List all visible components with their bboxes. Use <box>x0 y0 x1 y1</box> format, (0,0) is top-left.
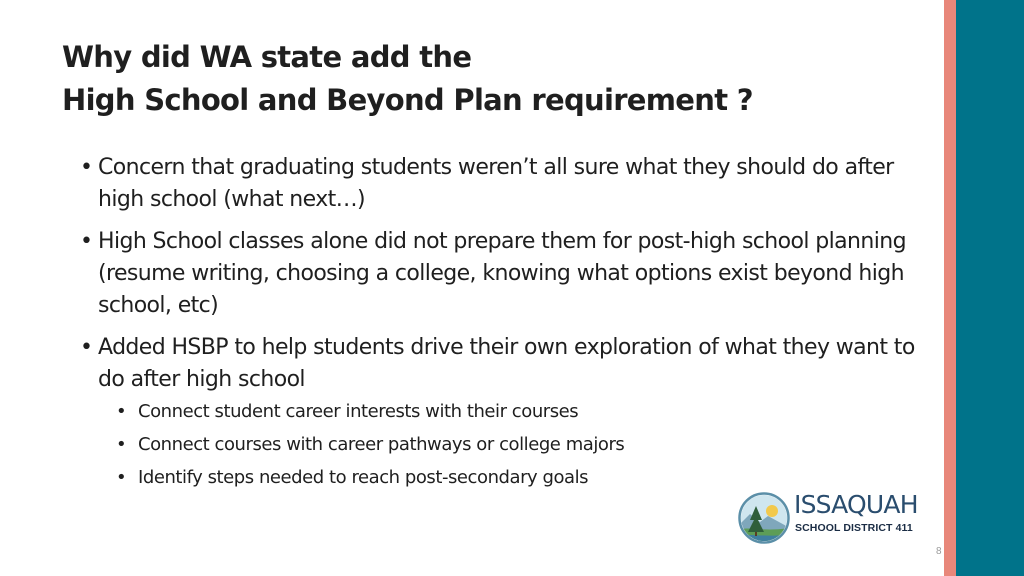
page-number: 8 <box>936 546 942 557</box>
sub-bullet-text: Connect courses with career pathways or college majors <box>138 434 625 455</box>
slide-title <box>62 36 922 122</box>
slide-title-line-1: Why did WA state add the <box>62 40 472 74</box>
bullet-marker: • <box>80 229 93 254</box>
teal-sidebar-strip <box>956 0 1024 576</box>
sub-bullet-item <box>80 466 940 490</box>
bullet-marker: • <box>80 155 93 180</box>
sub-bullet-marker: • <box>116 467 127 488</box>
logo-wordmark: ISSAQUAH <box>794 490 918 519</box>
sub-bullet-item <box>80 433 940 457</box>
sub-bullet-marker: • <box>116 401 127 422</box>
bullet-item <box>80 226 940 322</box>
bullet-item <box>80 152 940 216</box>
logo-emblem-icon <box>738 492 790 544</box>
sub-bullet-text: Connect student career interests with their courses <box>138 401 579 422</box>
bullet-text: Concern that graduating students weren’t all sure what they should do after high school (what next…) <box>98 155 894 212</box>
sub-bullet-item <box>80 400 940 424</box>
bullet-marker: • <box>80 335 93 360</box>
sub-bullet-text: Identify steps needed to reach post-secondary goals <box>138 467 589 488</box>
bullet-text: High School classes alone did not prepare them for post-high school planning (resume writing, choosing a college, knowing what options exist beyond high school, etc) <box>98 229 906 318</box>
logo-subtitle: SCHOOL DISTRICT 411 <box>795 522 913 534</box>
accent-strip <box>944 0 956 576</box>
slide-title-line-2: High School and Beyond Plan requirement ? <box>62 83 753 117</box>
sub-bullet-marker: • <box>116 434 127 455</box>
sub-bullet-list <box>80 400 940 490</box>
bullet-item <box>80 332 940 396</box>
bullet-list <box>80 152 940 499</box>
issaquah-logo <box>738 490 928 546</box>
bullet-text: Added HSBP to help students drive their own exploration of what they want to do after high school <box>98 335 915 392</box>
